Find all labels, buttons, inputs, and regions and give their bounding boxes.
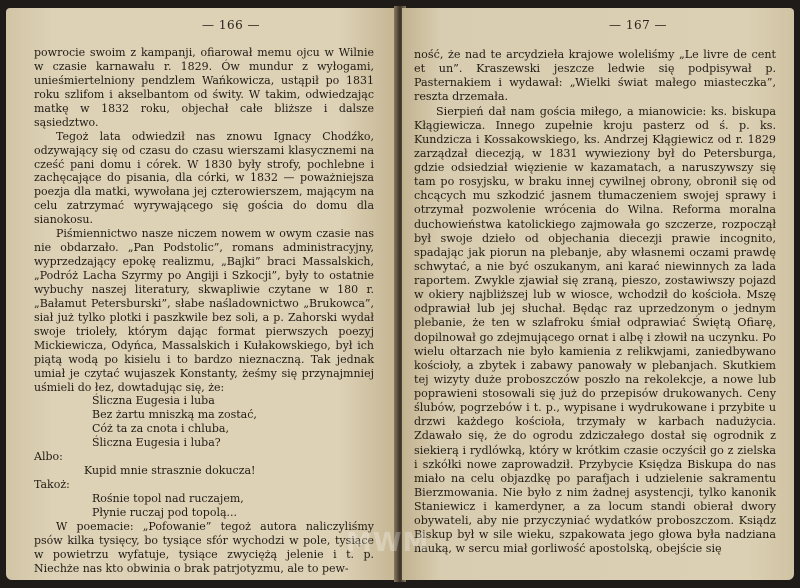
page-number-right: — 167 — <box>609 18 668 32</box>
verse-line: Bez żartu mniszką ma zostać, <box>92 408 257 422</box>
watermark-logo: MWM <box>346 528 430 558</box>
verse-line: Płynie ruczaj pod topolą... <box>92 505 238 519</box>
paragraph: Sierpień dał nam gościa miłego, a mianowicie: ks. biskupa Kłągiewicza. Innego zupełnie kroju pasterz od ś. p. ks. Kundzicza i Kossakowskiego, ks. Andrzej Kłągiewicz od r. 1829 zarządzał diecezją, w 1831 wywieziony był do Petersburga, gdzie odsiedział więzienie w kazamatach, a naruszywszy się tam po rosyjsku, w braku innej cywilnej obrony, obronił się od chcących mu szkodzić jasnem tłumaczeniem swojej sprawy i otrzymał pozwolenie wrócenia do Wilna. Reforma moralna duchowieństwa katolickiego zajmowała go szczerze, rozpoczął był swoje dzieło od objechania diecezji prawie incognito, spadając jak piorun na plebanje, aby własnemi oczami prawdę schwytać, a nie być oszukanym, ani karać niewinnych za lada raportem. Zwykle zjawiał się zraną, pieszo, zostawiwszy pojazd w okiery najbliższej lub w wiosce, wchodził do kościoła. Mszę odprawiał lub jej słuchał. Będąc raz uprzedzonym o jednym plebanie, że ten w szlafroku śmiał odprawiać Świętą Ofiarę, dopilnował go zdejmującego ornat i albę i złowił na uczynku. Po wielu ołtarzach nie było kamienia z relikwjami, zaniedbywano kościoły, a zbytek i zabawy panowały w plebanjach. Skutkiem tej wizyty duże proboszczów poszło na rekolekcje, a nowe lub poprawieni stosowali się już do przepisów drukowanych. Ceny ślubów, pogrzebów i t. p., wypisane i wydrukowane i przybite u drzwi każdego kościoła, trzymały w karbach nadużycia. Zdawało się, że do ogrodu zdziczałego dostał się ogrodnik z siekierą i rydlówką, który w krótkim czasie oczyścił go z zielska i szkółki nowe zaprowadził. Przybycie Księdza Biskupa do nas miało na celu objazdkę po parafjach i udzielenie sakramentu Bierzmowania. Nie było z nim żadnej asystencji, tylko kanonik Staniewicz i kamerdyner, a za locum standi obierał dwory obywateli, aby nie przyczyniać wydatków proboszczom. Ksiądz Biskup był w sile wieku, szpakowata jego głowa była nadziana nauką, w sercu miał gorliwość apostolską, obejście się <box>414 104 776 556</box>
paragraph: ność, że nad te arcydzieła krajowe woleliśmy „Le livre de cent et un”. Kraszewski jeszcze ledwie się podpisywał p. Pasternakiem i wydawał: „Wielki świat małego miasteczka”, reszta drzemała. <box>414 48 776 104</box>
label-albo: Albo: <box>34 450 63 464</box>
right-page <box>402 8 794 580</box>
verse-line: Rośnie topol nad ruczajem, <box>92 492 244 505</box>
page-number-left: — 166 — <box>202 18 261 32</box>
right-page-text <box>414 48 776 557</box>
left-page <box>6 8 398 580</box>
verse-line: Śliczna Eugesia i luba <box>92 394 215 408</box>
verse-block <box>34 464 374 478</box>
verse-block <box>34 394 374 450</box>
paragraph: Piśmiennictwo nasze niczem nowem w owym czasie nas nie obdarzało. „Pan Podstolic”, romans administracyjny, wyprzedzający epokę realizmu, „Bajki” braci Massalskich, „Podróż Lacha Szyrmy po Angiji i Szkocji”, były to ostatnie wybuchy naszej literatury, skwapliwie czytane w 180 r. „Bałamut Petersburski”, słabe naśladownictwo „Brukowca”, siał już tylko plotki i paszkwile bez soli, a p. Zahorski wydał swoje trioleły, którym dając format pierwszych poezyj Mickiewicza, Odyńca, Massalskich i Kułakowskiego, był ich piątą wodą po kisielu i to bardzo nieznaczną. Tak jednak umiał je czytać wujaszek Konstanty, żeśmy się przynajmniej uśmieli do łez, dowtadując się, że: <box>34 227 374 394</box>
label-takoz: Takoż: <box>34 478 70 492</box>
verse-line: Kupid mnie strasznie dokucza! <box>84 464 256 478</box>
verse-block <box>34 492 374 520</box>
verse-line: Śliczna Eugesia i luba? <box>92 436 221 450</box>
paragraph: W poemacie: „Pofowanie” tegoż autora naliczyliśmy psów kilka tysięcy, bo tysiące sfór wychodzi w pole, tysiące w powietrzu wyfatuje, tysiące zwyciężą jelenie i t. p. Niechże nas kto obwinia o brak patrjotyzmu, ale to pew- <box>34 519 374 575</box>
paragraph: Tegoż lata odwiedził nas znowu Ignacy Chodźko, odzywający się od czasu do czasu wierszami klasycznemi na cześć pani domu i córek. W 1830 były strofy, pochlebne i zachęcające do pisania, dla córki, w 1832 — poważniejsza poezja dla matki, wywołana jej czterowierszem, mającym na celu zatrzymać wyrywającego się gościa do domu dla sianokosu. <box>34 129 374 227</box>
left-page-text <box>34 46 374 576</box>
paragraph: powrocie swoim z kampanji, ofiarował memu ojcu w Wilnie w czasie karnawału r. 1829. Ów mundur z wyłogami, unieśmiertelniony pendzlem Wańkowicza, ustąpił po 1831 roku szlifom i akselbantom od świty. W takim, odwiedzając matkę w 1832 roku, objechał całe bliższe i dalsze sąsiedztwo. <box>34 46 374 129</box>
verse-line: Cóż ta za cnota i chluba, <box>92 422 229 436</box>
